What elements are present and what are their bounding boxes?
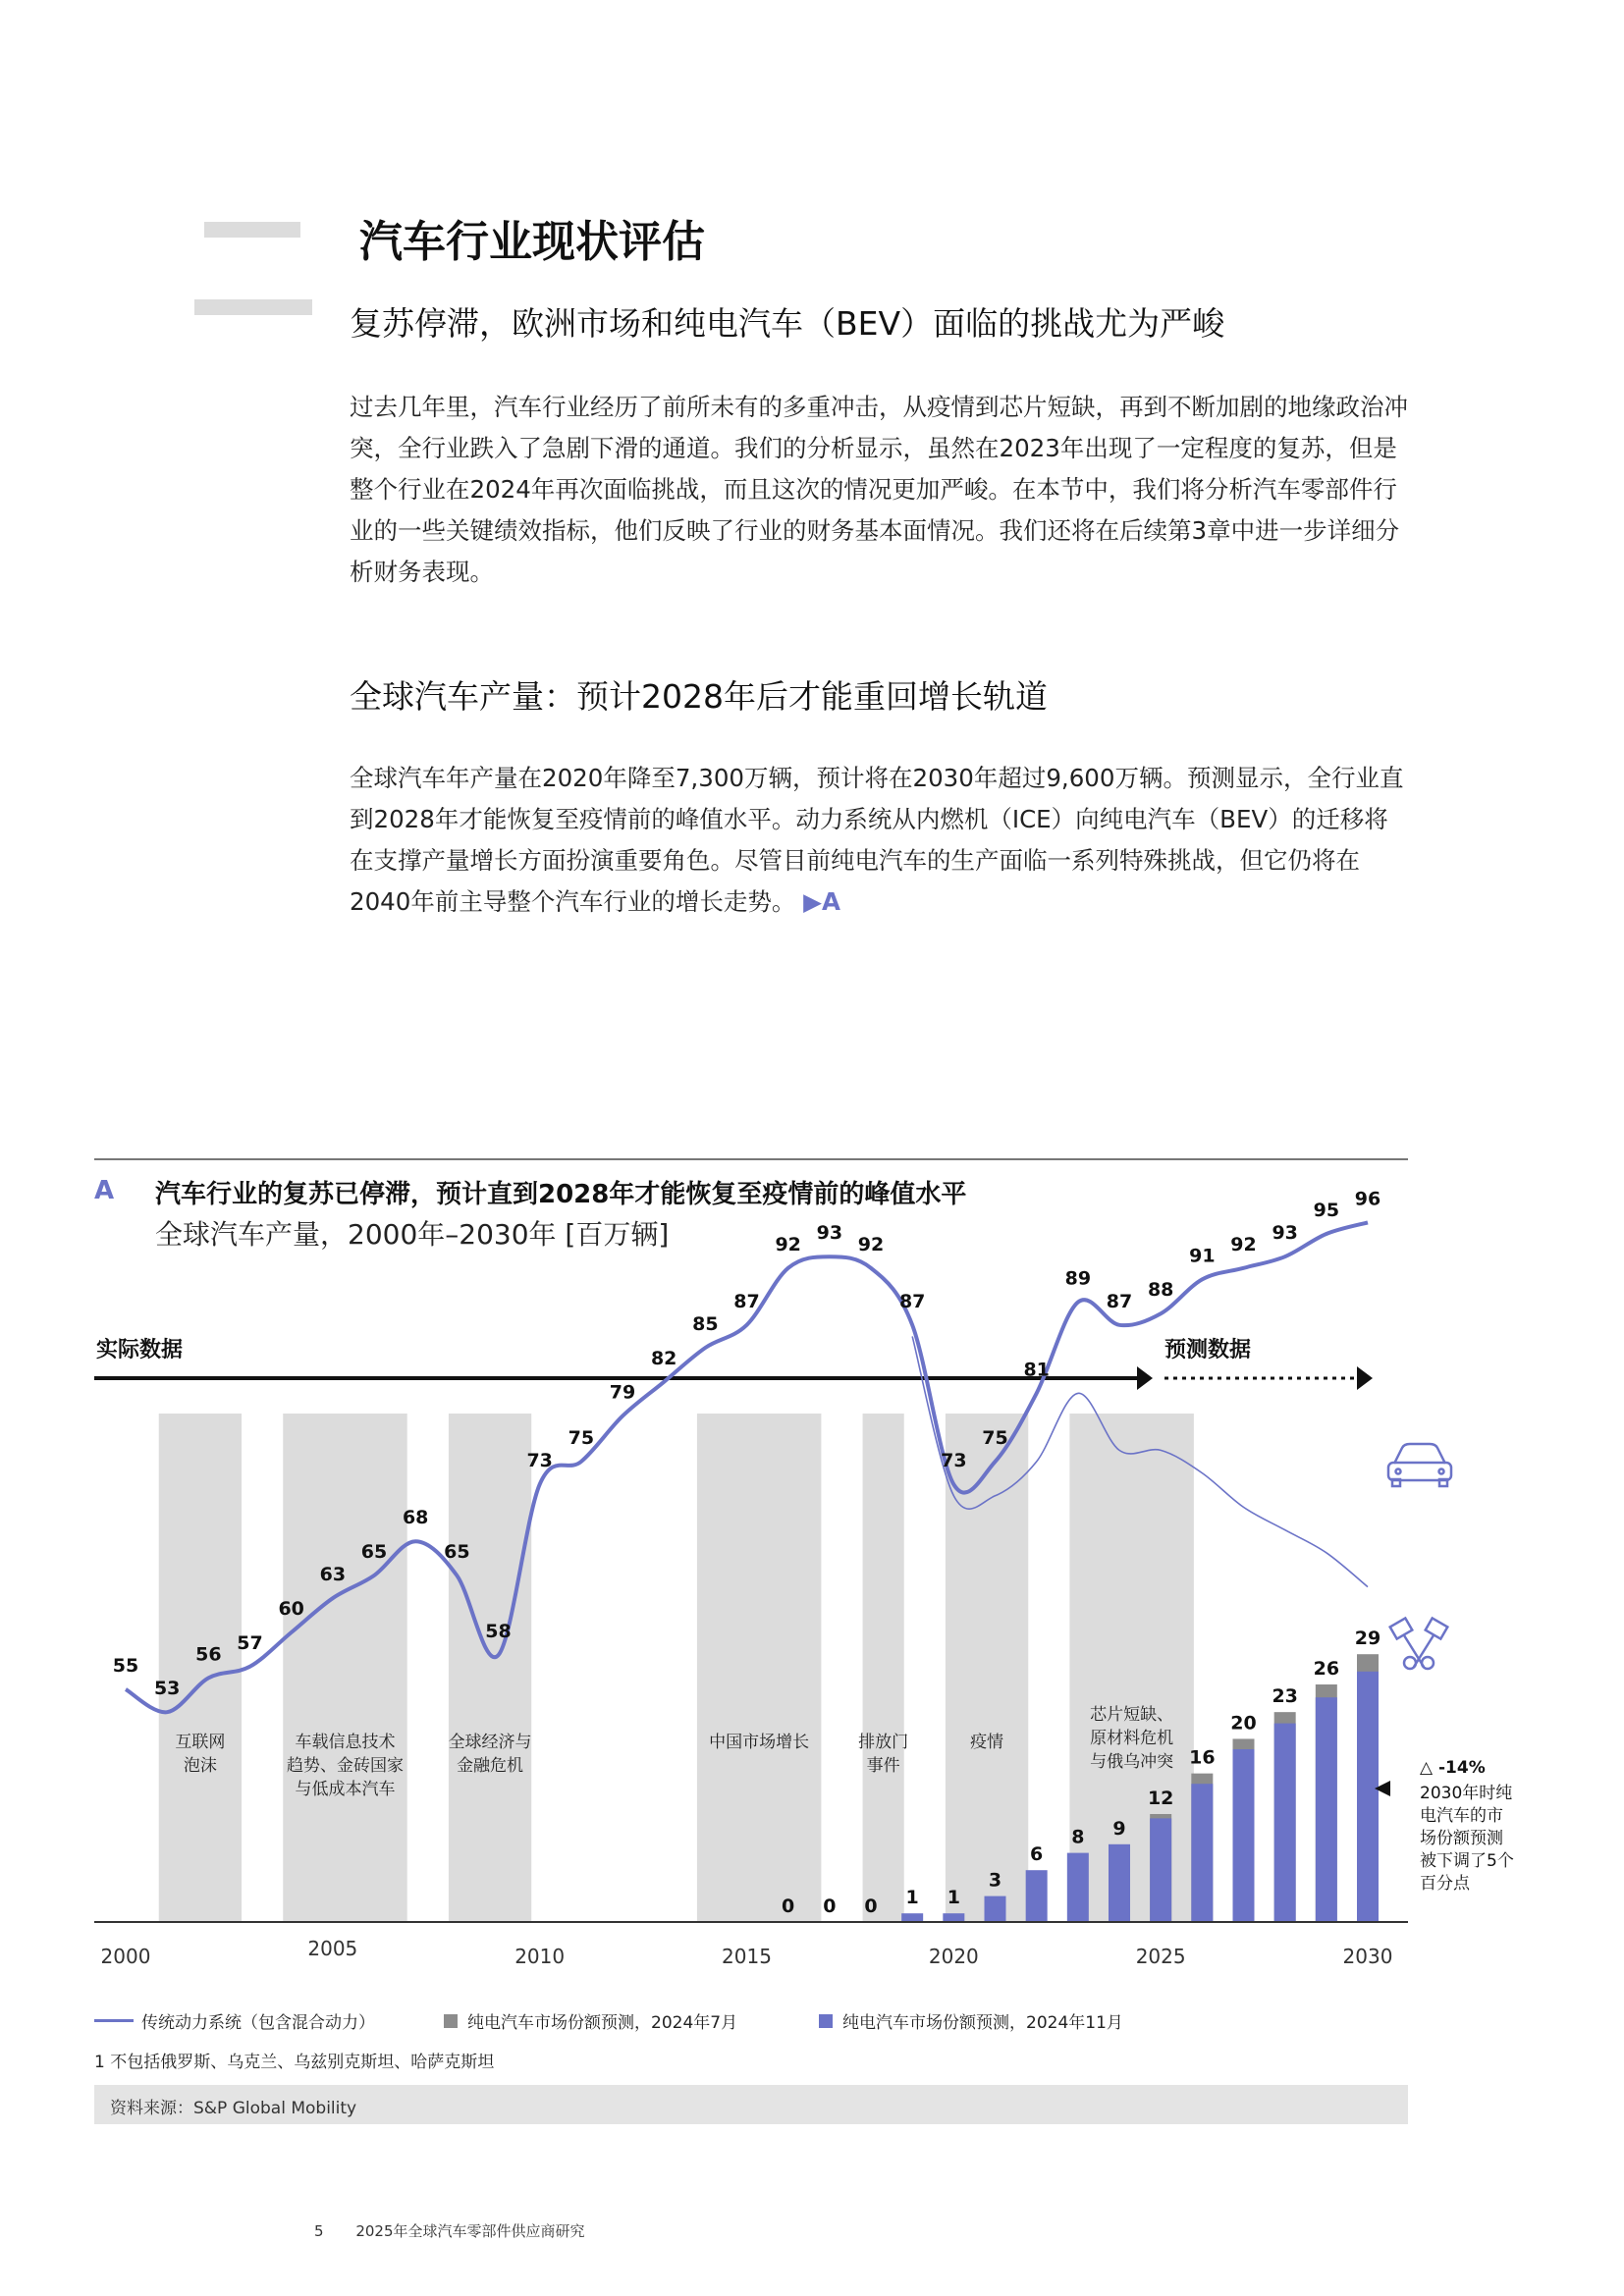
production-value-label: 87 — [898, 1290, 926, 1312]
bev-bar-nov — [1316, 1697, 1337, 1922]
production-subheading: 全球汽车产量：预计2028年后才能重回增长轨道 — [350, 677, 1048, 716]
production-value-label: 65 — [360, 1541, 388, 1563]
period-band — [863, 1414, 904, 1922]
footer-title: 2025年全球汽车零部件供应商研究 — [355, 2222, 585, 2240]
bev-bar-nov — [1026, 1870, 1048, 1922]
legend-label-ice: 传统动力系统（包含混合动力） — [141, 2013, 375, 2033]
bev-bar-nov — [901, 1913, 923, 1922]
x-tick-label: 2020 — [928, 1945, 979, 1968]
page-footer — [314, 2220, 585, 2241]
production-value-label: 79 — [609, 1381, 636, 1404]
bev-value-label: 0 — [864, 1896, 878, 1917]
bev-value-label: 9 — [1112, 1817, 1126, 1840]
bev-value-label: 1 — [905, 1887, 919, 1909]
source-bar — [94, 2085, 1408, 2124]
bev-value-label: 20 — [1230, 1712, 1257, 1735]
production-value-label: 73 — [941, 1450, 967, 1472]
legend-label-bev-jul: 纯电汽车市场份额预测，2024年7月 — [467, 2013, 738, 2033]
intro-paragraph: 过去几年里，汽车行业经历了前所未有的多重冲击，从疫情到芯片短缺，再到不断加剧的地缘政治冲突，全行业跌入了急剧下滑的通道。我们的分析显示，虽然在2023年出现了一定程度的复苏，但是整个行业在2024年再次面临挑战，而且这次的情况更加严峻。在本节中，我们将分析汽车零部件行业的一些关键绩效指标，他们反映了行业的财务基本面情况。我们还将在后续第3章中进一步详细分析财务表现。 — [350, 393, 1408, 586]
production-value-label: 89 — [1064, 1267, 1092, 1290]
legend-item-ice — [94, 2008, 375, 2033]
production-value-label: 53 — [153, 1678, 181, 1700]
production-value-label: 55 — [112, 1655, 139, 1677]
bev-bar-nov — [1109, 1844, 1130, 1922]
production-value-label: 96 — [1354, 1188, 1381, 1210]
production-value-label: 93 — [1272, 1222, 1298, 1245]
period-label: 中国市场增长 — [709, 1733, 810, 1752]
production-paragraph — [350, 758, 1408, 923]
production-value-label: 87 — [1106, 1290, 1133, 1312]
production-value-label: 81 — [1023, 1359, 1050, 1381]
bev-bar-nov — [1357, 1672, 1379, 1922]
bev-bar-nov — [985, 1896, 1006, 1922]
bev-value-label: 3 — [988, 1869, 1002, 1892]
actual-data-arrowhead — [1137, 1366, 1153, 1390]
decorative-bar-top — [204, 222, 300, 238]
figure-letter: A — [94, 1176, 115, 1205]
bev-value-label: 23 — [1272, 1685, 1298, 1708]
bev-value-label: 0 — [782, 1896, 795, 1917]
production-value-label: 82 — [650, 1347, 677, 1369]
x-tick-label: 2030 — [1342, 1945, 1393, 1968]
legend-label-bev-nov: 纯电汽车市场份额预测，2024年11月 — [842, 2013, 1123, 2033]
section-subtitle: 复苏停滞，欧洲市场和纯电汽车（BEV）面临的挑战尤为严峻 — [350, 304, 1225, 343]
bev-value-label: 26 — [1313, 1658, 1340, 1680]
x-tick-label: 2010 — [514, 1945, 566, 1968]
production-value-label: 88 — [1147, 1279, 1174, 1302]
legend-swatch-bev-jul — [444, 2014, 458, 2028]
period-label: 互联网泡沫 — [175, 1733, 226, 1776]
actual-data-label: 实际数据 — [96, 1338, 184, 1362]
legend-item-bev-jul — [444, 2008, 737, 2033]
production-value-label: 68 — [402, 1507, 429, 1529]
production-value-label: 87 — [733, 1290, 760, 1312]
period-label: 排放门事件 — [858, 1733, 909, 1776]
bev-bar-nov — [1274, 1724, 1296, 1922]
bev-value-label: 16 — [1189, 1746, 1216, 1769]
figure-title: 汽车行业的复苏已停滞，预计直到2028年才能恢复至疫情前的峰值水平 — [155, 1180, 967, 1209]
annotation-delta: △ -14% — [1420, 1758, 1486, 1778]
bev-bar-nov — [943, 1913, 964, 1922]
x-tick-label: 2005 — [307, 1937, 358, 1960]
production-value-label: 92 — [857, 1233, 885, 1255]
chart-footnote: 1 不包括俄罗斯、乌克兰、乌兹别克斯坦、哈萨克斯坦 — [94, 2053, 495, 2072]
production-value-label: 93 — [816, 1222, 843, 1245]
period-label: 疫情 — [970, 1733, 1004, 1752]
period-band — [449, 1414, 531, 1922]
figure-reference-link[interactable]: ▶A — [803, 887, 840, 916]
engine-piston-icon — [1390, 1618, 1448, 1669]
production-paragraph-text: 全球汽车年产量在2020年降至7,300万辆，预计将在2030年超过9,600万辆。预测显示，全行业直到2028年才能恢复至疫情前的峰值水平。动力系统从内燃机（ICE）向纯电汽车（BEV）的迁移将在支撑产量增长方面扮演重要角色。尽管目前纯电汽车的生产面临一系列特殊挑战，但它仍将在2040年前主导整个汽车行业的增长走势。 — [350, 764, 1404, 916]
bev-value-label: 0 — [823, 1896, 837, 1917]
figure-top-rule — [94, 1158, 1408, 1160]
legend-swatch-ice — [94, 2019, 134, 2022]
period-label: 车载信息技术趋势、金砖国家与低成本汽车 — [286, 1733, 404, 1799]
page-number: 5 — [314, 2222, 324, 2240]
production-value-label: 73 — [526, 1450, 553, 1472]
figure-subtitle: 全球汽车产量，2000年–2030年 [百万辆] — [155, 1218, 670, 1251]
bev-bar-nov — [1233, 1749, 1255, 1922]
period-band — [1069, 1414, 1194, 1922]
bev-value-label: 6 — [1030, 1843, 1044, 1866]
production-value-label: 92 — [1230, 1233, 1257, 1255]
bev-bar-nov — [1150, 1818, 1171, 1922]
production-value-label: 63 — [319, 1564, 347, 1586]
production-value-label: 85 — [692, 1313, 719, 1335]
period-label: 芯片短缺、原材料危机与俄乌冲突 — [1090, 1705, 1174, 1772]
production-value-label: 75 — [982, 1427, 1008, 1449]
production-value-label: 91 — [1189, 1245, 1216, 1267]
legend-item-bev-nov — [819, 2008, 1123, 2033]
production-value-label: 92 — [775, 1233, 801, 1255]
annotation-text: 2030年时纯电汽车的市场份额预测被下调了5个百分点 — [1420, 1784, 1514, 1894]
x-tick-label: 2025 — [1135, 1945, 1186, 1968]
x-tick-label: 2000 — [100, 1945, 151, 1968]
decorative-bar-bottom — [194, 299, 312, 315]
bev-value-label: 1 — [947, 1887, 960, 1909]
source-text: 资料来源：S&P Global Mobility — [110, 2099, 357, 2118]
bev-value-label: 8 — [1071, 1826, 1085, 1848]
legend-swatch-bev-nov — [819, 2014, 833, 2028]
bev-value-label: 12 — [1147, 1788, 1174, 1809]
production-value-label: 58 — [485, 1621, 512, 1643]
bev-bar-nov — [1067, 1853, 1089, 1922]
production-value-label: 95 — [1313, 1200, 1340, 1221]
x-tick-label: 2015 — [722, 1945, 772, 1968]
forecast-data-label: 预测数据 — [1164, 1338, 1252, 1362]
production-value-label: 57 — [237, 1631, 263, 1654]
period-band — [283, 1414, 407, 1922]
section-title: 汽车行业现状评估 — [359, 217, 705, 267]
production-value-label: 75 — [568, 1427, 595, 1449]
production-value-label: 65 — [444, 1541, 470, 1563]
period-band — [159, 1414, 242, 1922]
bev-bar-nov — [1191, 1784, 1213, 1922]
bev-value-label: 29 — [1354, 1628, 1381, 1650]
production-value-label: 56 — [195, 1643, 222, 1666]
production-value-label: 60 — [278, 1598, 304, 1620]
car-icon — [1388, 1444, 1451, 1486]
forecast-data-arrowhead — [1357, 1366, 1373, 1390]
period-label: 全球经济与金融危机 — [448, 1733, 532, 1776]
period-band — [697, 1414, 822, 1922]
